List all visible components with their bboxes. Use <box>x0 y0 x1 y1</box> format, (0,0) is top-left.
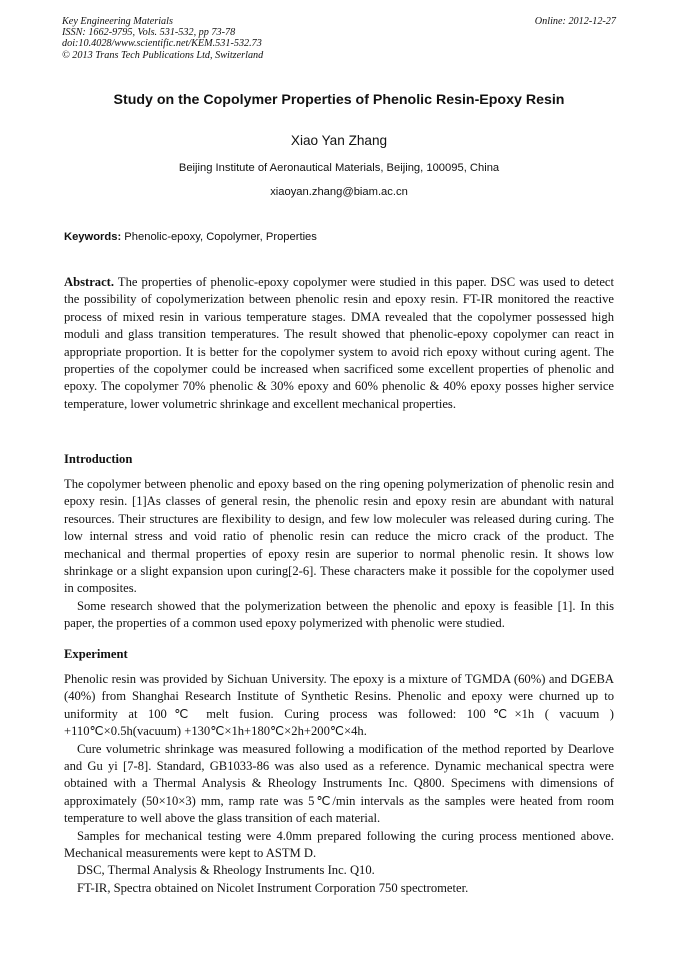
paragraph: The copolymer between phenolic and epoxy based on the ring opening polymerization of phenolic resin and epoxy resin. [1]As classes of general resin, the phenolic resin and epoxy resin are abundant with natural resources. Their structures are flexibility to design, and few low moleculer was released during curing. The low internal stress and void ratio of phenolic resin can reduce the micro crack of the product. The mechanical and thermal properties of epoxy resin are superior to normal phenolic resin. It shows low shrinkage or a slight expansion upon curing[2-6]. These characters make it possible for the copolymer used in composites. <box>64 477 614 596</box>
keywords-text: Phenolic-epoxy, Copolymer, Properties <box>121 231 317 243</box>
journal-name: Key Engineering Materials <box>62 16 173 27</box>
issn-line: ISSN: 1662-9795, Vols. 531-532, pp 73-78 <box>62 27 236 39</box>
experiment-heading: Experiment <box>64 647 128 661</box>
paper-title: Study on the Copolymer Properties of Phenolic Resin-Epoxy Resin <box>113 92 565 108</box>
abstract-text: The properties of phenolic-epoxy copolymer were studied in this paper. DSC was used to detect the possibility of copolymerization between phenolic resin and epoxy resin. FT-IR monitored the reactive process of mixed resin in various temperature stages. DMA revealed that the copolymer possessed high moduli and glass transition temperatures. The result showed that phenolic-epoxy copolymer can react in appropriate proportion. It is better for the copolymer system to avoid rich epoxy without curing agent. The properties of the copolymer could be increased when sacrificed some excellent properties of phenolic and epoxy. The copolymer 70% phenolic & 30% epoxy and 60% phenolic & 40% epoxy posses higher service temperature, lower volumetric shrinkage and excellent mechanical properties. <box>64 275 614 411</box>
online-date: Online: 2012-12-27 <box>534 16 616 27</box>
paragraph: Cure volumetric shrinkage was measured following a modification of the method reported by Dearlove and Gu yi [7-8]. Standard, GB1033-86 was also used as a reference. Dynamic mechanical spectra were obtained with a Thermal Analysis & Rheology Instruments Inc. Q800. Specimens with dimensions of approximately (50×10×3) mm, ramp rate was 5℃/min intervals as the samples were heated from room temperature to well above the glass transition of each material. <box>64 741 614 826</box>
journal-header <box>62 16 263 61</box>
paragraph: Phenolic resin was provided by Sichuan University. The epoxy is a mixture of TGMDA (60%) and DGEBA (40%) from Shanghai Research Institute of Synthetic Resins. Phenolic and epoxy were churned up to uniformity at 100℃ melt fusion. Curing process was followed: 100℃×1h ( vacuum ) +110℃×0.5h(vacuum) +130℃×1h+180℃×2h+200℃×4h. <box>64 672 614 739</box>
introduction-body <box>64 476 614 633</box>
paragraph: Samples for mechanical testing were 4.0mm prepared following the curing process mentioned above. Mechanical measurements were kept to ASTM D. <box>64 828 614 861</box>
author-email[interactable]: xiaoyan.zhang@biam.ac.cn <box>270 186 408 198</box>
paragraph: DSC, Thermal Analysis & Rheology Instruments Inc. Q10. <box>77 863 375 878</box>
abstract <box>64 274 614 413</box>
author-affiliation: Beijing Institute of Aeronautical Materials, Beijing, 100095, China <box>178 162 500 174</box>
paragraph: Some research showed that the polymerization between the phenolic and epoxy is feasible [1]. In this paper, the properties of a common used epoxy polymerized with phenolic were studied. <box>64 598 614 631</box>
doi-line: doi:10.4028/www.scientific.net/KEM.531-532.73 <box>62 38 262 50</box>
keywords-label: Keywords: <box>64 231 122 243</box>
abstract-label: Abstract. <box>64 275 115 289</box>
author-name: Xiao Yan Zhang <box>290 133 388 148</box>
experiment-body <box>64 671 614 897</box>
introduction-heading: Introduction <box>64 452 133 466</box>
keywords <box>64 231 317 243</box>
paragraph: FT-IR, Spectra obtained on Nicolet Instrument Corporation 750 spectrometer. <box>77 880 469 895</box>
copyright-line: © 2013 Trans Tech Publications Ltd, Switzerland <box>62 49 264 61</box>
